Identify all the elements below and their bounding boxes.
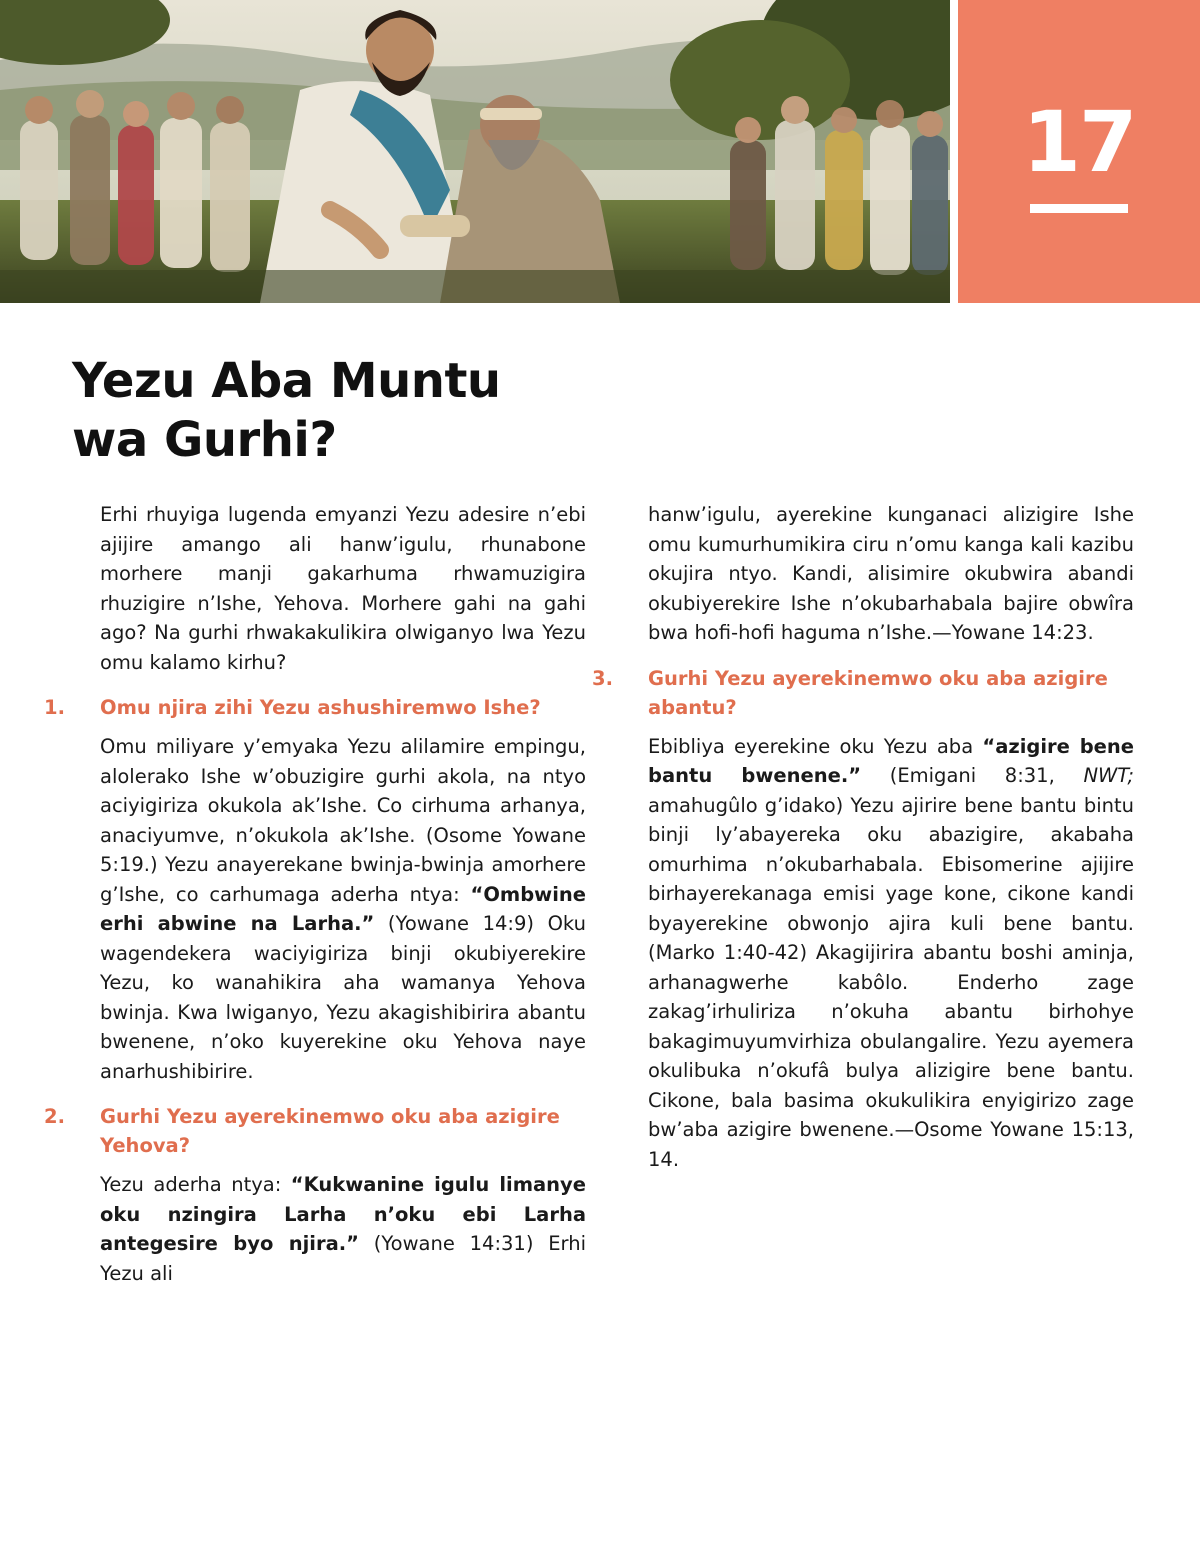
question-1-heading	[44, 693, 586, 722]
left-column	[44, 500, 586, 1302]
answer-2-quote: “Kukwanine igulu limanye oku nzingira Larha n’oku ebi Larha antegesire byo njira.”	[100, 1173, 586, 1255]
question-1-number: 1.	[44, 696, 65, 719]
hero-illustration	[0, 0, 950, 303]
chapter-number: 17	[1022, 93, 1136, 191]
chapter-badge	[958, 0, 1200, 303]
answer-3-part-c: amahugûlo g’idako) Yezu ajirire bene bantu bintu binji ly’abayereka oku abazigire, akabaha omurhima n’okubarhabala. Ebisomerine ajijire birhayerekanaga emisi yage kone, cikone kandi byayerekine obwonjo ajira kuli bene bantu. (Marko 1:40-42) Akagijirira abantu boshi aminja, arhanagwerhe kabôlo. Enderho zage zakag’irhuliriza n’okuha abantu birhohye bakagimuyumvirhiza obulangalire. Yezu ayemera okulibuka n’okufâ bulya alizigire bene bantu. Cikone, bala basima okukulikira enyigirizo zage bw’aba azigire bwenene.—Osome Yowane 15:13, 14.	[648, 793, 1134, 1171]
title-line-1: Yezu Aba Muntu	[72, 353, 501, 409]
question-1-text: Omu njira zihi Yezu ashushiremwo Ishe?	[100, 696, 541, 719]
question-3-text: Gurhi Yezu ayerekinemwo oku aba azigire abantu?	[648, 666, 1108, 719]
question-3-number: 3.	[592, 666, 613, 690]
chapter-rule	[1030, 204, 1128, 213]
question-2-text: Gurhi Yezu ayerekinemwo oku aba azigire Yehova?	[100, 1105, 560, 1157]
question-3-heading	[592, 664, 1134, 722]
intro-paragraph: Erhi rhuyiga lugenda emyanzi Yezu adesire n’ebi ajijire amango ali hanw’igulu, rhunabone morhere manji gakarhuma rhwamuzigira rhuzigire n’Ishe, Yehova. Morhere gahi na gahi ago? Na gurhi rhwakakulikira olwiganyo lwa Yezu omu kalamo kirhu?	[100, 503, 586, 674]
answer-3-part-b: (Emigani 8:31,	[861, 764, 1084, 787]
answer-3-quote: “azigire bene bantu bwenene.”	[648, 734, 1135, 787]
question-2-answer	[100, 1170, 586, 1288]
title-line-2: wa Gurhi?	[72, 412, 337, 468]
question-2-number: 2.	[44, 1105, 65, 1128]
question-2-heading	[44, 1102, 586, 1160]
right-column	[592, 500, 1135, 1188]
answer-1-part-a: Omu miliyare y’emyaka Yezu alilamire empingu, alolerako Ishe w’obuzigire gurhi akola, na ntyo aciyigiriza okukola ak’Ishe. Co cirhuma arhanya, anaciyumve, n’okukola ak’Ishe. (Osome Yowane 5:19.) Yezu anayerekane bwinja-bwinja amorhere g’Ishe, co carhumaga aderha ntya:	[100, 735, 586, 906]
answer-2-part-a: Yezu aderha ntya:	[100, 1173, 291, 1196]
answer-2-part-b: (Yowane 14:31) Erhi Yezu ali	[100, 1232, 586, 1285]
answer-3-reference: NWT;	[1083, 764, 1134, 787]
question-3-answer	[648, 732, 1134, 1175]
question-2-answer-continued: hanw’igulu, ayerekine kunganaci alizigire Ishe omu kumurhumikira ciru n’omu kanga kali kazibu okujira ntyo. Kandi, alisimire okubwira abandi okubiyerekire Ishe n’okubarhabala bajire obwîra bwa hofi-hofi haguma n’Ishe.—Yowane 14:23.	[648, 503, 1134, 644]
answer-3-part-a: Ebibliya eyerekine oku Yezu aba	[648, 734, 983, 758]
answer-1-part-b: (Yowane 14:9) Oku wagendekera waciyigiriza binji okubiyerekire Yezu, ko wanahikira aha wamanya Yehova bwinja. Kwa lwiganyo, Yezu akagishibirira abantu bwenene, n’oko kuyerekine oku Yehova naye anarhushibirire.	[100, 912, 586, 1083]
page-title	[72, 352, 592, 470]
hero-image	[0, 0, 950, 303]
question-1-answer	[100, 732, 586, 1086]
answer-1-quote: “Ombwine erhi abwine na Larha.”	[100, 882, 586, 935]
